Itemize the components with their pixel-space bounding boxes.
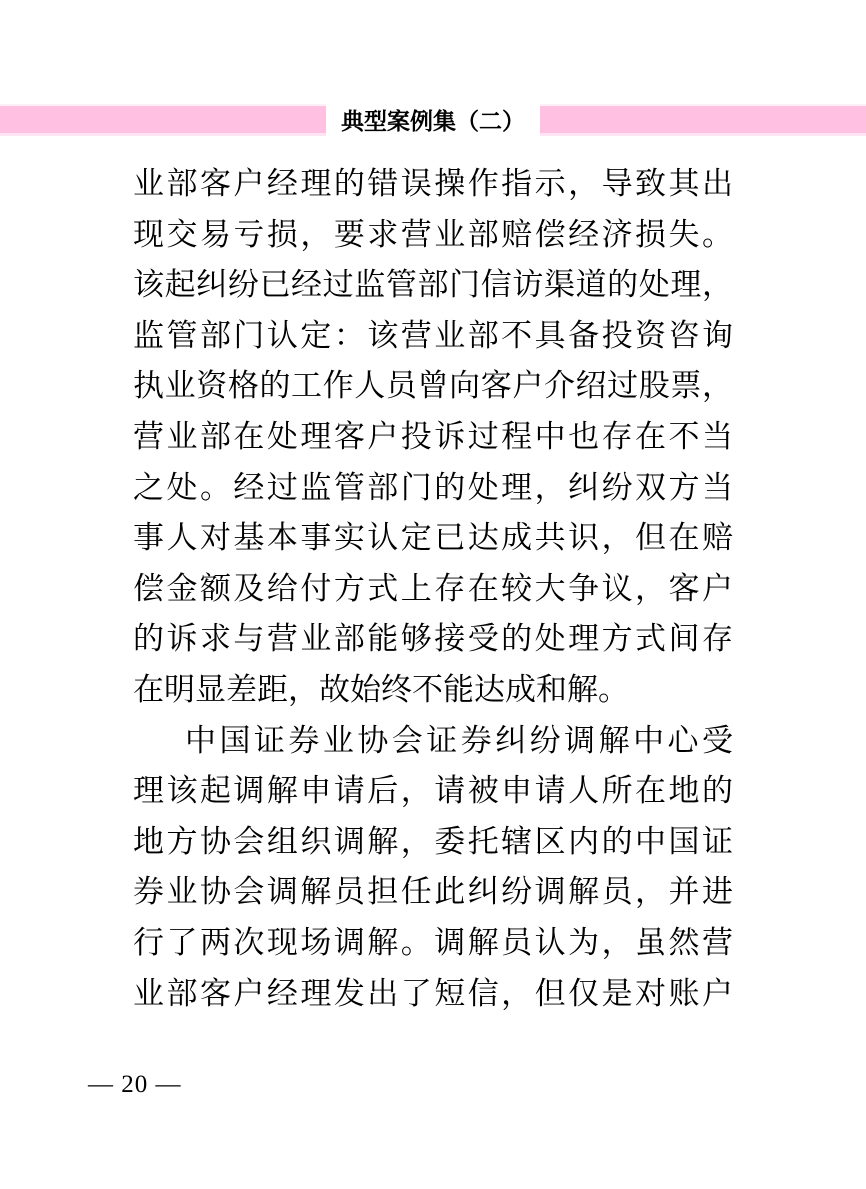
text-line: 现交易亏损，要求营业部赔偿经济损失。 — [133, 216, 733, 252]
running-head-title: 典型案例集（二） — [341, 108, 525, 134]
text-line: 券业协会调解员担任此纠纷调解员，并进 — [133, 874, 733, 910]
text-line: 业部客户经理的错误操作指示，导致其出 — [133, 166, 733, 201]
text-line: 营业部在处理客户投诉过程中也存在不当 — [133, 418, 733, 454]
body-text — [133, 159, 733, 1019]
running-head-title-box — [326, 102, 540, 137]
text-line: 之处。经过监管部门的处理，纠纷双方当 — [133, 469, 733, 505]
text-line: 监管部门认定：该营业部不具备投资咨询 — [133, 317, 733, 353]
text-line: 偿金额及给付方式上存在较大争议，客户 — [133, 570, 733, 606]
text-line: 该起纠纷已经过监管部门信访渠道的处理， — [133, 267, 733, 303]
text-line: 的诉求与营业部能够接受的处理方式间存 — [133, 621, 733, 657]
text-line: 理该起调解申请后，请被申请人所在地的 — [133, 773, 733, 809]
text-line: 业部客户经理发出了短信，但仅是对账户 — [133, 975, 733, 1011]
text-line: 事人对基本事实认定已达成共识，但在赔 — [133, 520, 733, 556]
text-line: 执业资格的工作人员曾向客户介绍过股票， — [133, 368, 733, 404]
text-line: 行了两次现场调解。调解员认为，虽然营 — [133, 924, 733, 960]
text-line: 在明显差距，故始终不能达成和解。 — [133, 671, 629, 707]
page-number: — 20 — — [88, 1071, 182, 1098]
text-line: 中国证券业协会证券纠纷调解中心受 — [185, 722, 733, 758]
text-line: 地方协会组织调解，委托辖区内的中国证 — [133, 823, 733, 859]
